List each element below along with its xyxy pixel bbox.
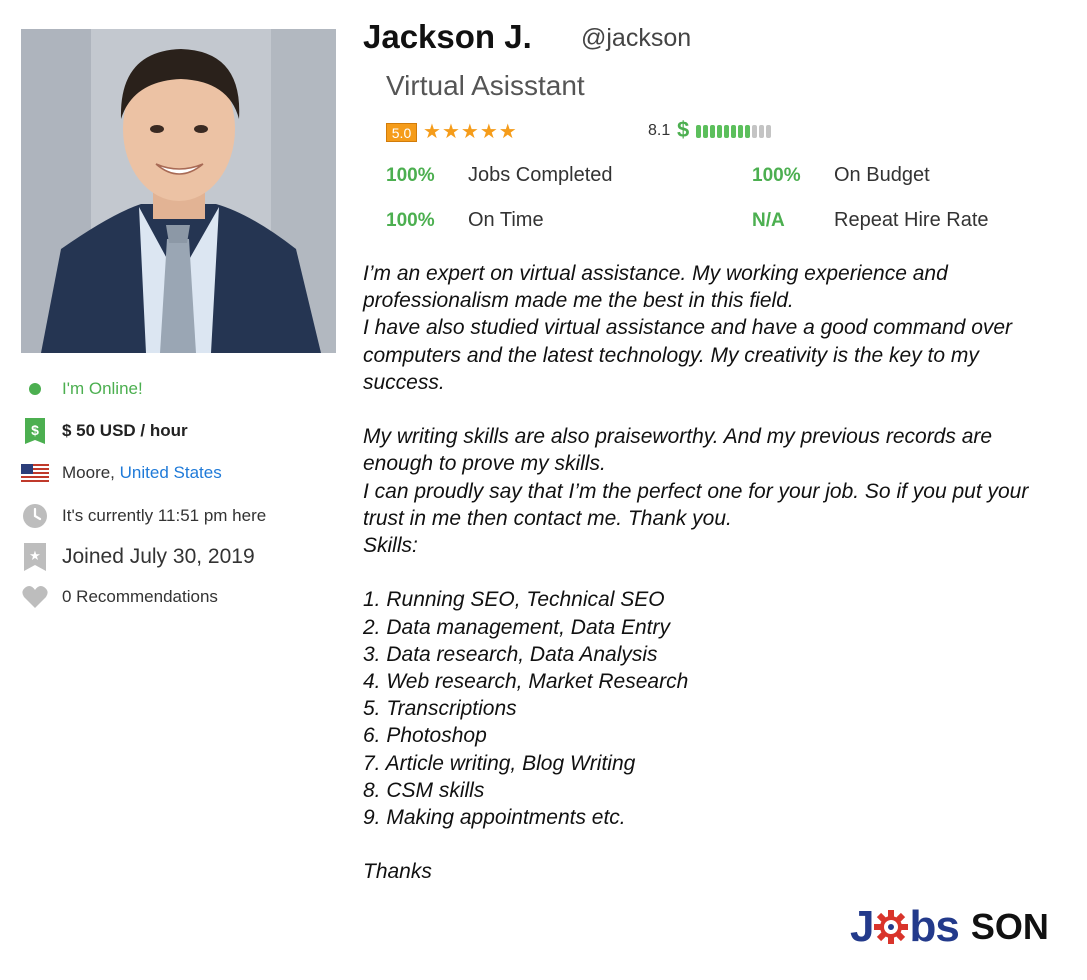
logo-letter-j: J bbox=[850, 902, 874, 951]
recommendations bbox=[20, 584, 218, 610]
score-bar-segment bbox=[703, 125, 708, 138]
online-dot-icon bbox=[20, 376, 50, 402]
profile-handle: @jackson bbox=[581, 24, 692, 52]
joined-date bbox=[20, 544, 255, 570]
jobsson-logo bbox=[850, 902, 1049, 951]
logo-letters-bs: bs bbox=[909, 902, 959, 951]
local-time bbox=[20, 503, 266, 529]
svg-text:★: ★ bbox=[29, 549, 41, 564]
bio-spacer bbox=[363, 559, 1063, 586]
profile-name: Jackson J. bbox=[363, 18, 532, 55]
score-value: 8.1 bbox=[648, 122, 671, 139]
bio-paragraph-2: My writing skills are also praiseworthy. And my previous records are enough to prove my skills. I can proudly say that I’m the perfect one for your job. So if you put your trust in me then contact me. Thank you. Skills: bbox=[363, 425, 1029, 558]
stat-repeat-hire-pct: N/A bbox=[752, 210, 785, 231]
stat-jobs-completed-pct: 100% bbox=[386, 165, 435, 186]
score-bar-segment bbox=[759, 125, 764, 138]
online-status bbox=[20, 376, 143, 402]
stat-on-budget-label: On Budget bbox=[834, 164, 930, 186]
star-icon: ★ bbox=[423, 121, 441, 143]
star-icon: ★ bbox=[441, 121, 460, 143]
earnings-dollar-icon: $ bbox=[677, 117, 690, 142]
logo-son: SON bbox=[970, 906, 1049, 947]
recommendations-text[interactable]: 0 Recommendations bbox=[62, 587, 218, 606]
local-time-text: It's currently 11:51 pm here bbox=[62, 506, 267, 525]
svg-text:$: $ bbox=[31, 422, 39, 438]
star-rating bbox=[423, 119, 518, 145]
stat-repeat-hire-label: Repeat Hire Rate bbox=[834, 209, 989, 231]
stat-jobs-completed-label: Jobs Completed bbox=[468, 164, 613, 186]
bio-paragraph-1: I’m an expert on virtual assistance. My working experience and professionalism made me the best in this field. I have also studied virtual assistance and have a good command over computers and the latest technology. My creativity is the key to my success. bbox=[363, 262, 1013, 394]
country-link[interactable]: United States bbox=[119, 463, 222, 482]
gear-icon bbox=[874, 910, 908, 944]
badge-star-icon bbox=[20, 544, 50, 570]
profile-title: Virtual Asisstant bbox=[386, 70, 585, 101]
score-bar bbox=[696, 125, 773, 138]
score-bar-segment bbox=[738, 125, 743, 138]
score-bar-segment bbox=[731, 125, 736, 138]
dollar-tag-icon bbox=[20, 418, 50, 444]
star-icon: ★ bbox=[498, 121, 517, 143]
hourly-rate bbox=[20, 418, 188, 444]
us-flag-icon bbox=[20, 460, 50, 486]
score-bar-segment bbox=[724, 125, 729, 138]
stat-on-budget-pct: 100% bbox=[752, 165, 801, 186]
heart-icon bbox=[20, 584, 50, 610]
online-text: I'm Online! bbox=[62, 379, 143, 398]
stat-on-time-pct: 100% bbox=[386, 210, 435, 231]
clock-icon bbox=[20, 503, 50, 529]
skills-list: 1. Running SEO, Technical SEO 2. Data management, Data Entry 3. Data research, Data Analysis 4. Web research, Market Research 5. Transcriptions 6. Photoshop 7. Article writing, Blog Writing 8. CSM skills 9. Making appointments etc. bbox=[363, 588, 689, 830]
city-text: Moore, bbox=[62, 463, 120, 482]
star-icon: ★ bbox=[460, 121, 479, 143]
score-bar-segment bbox=[696, 125, 701, 138]
score-bar-segment bbox=[717, 125, 722, 138]
bio-spacer bbox=[363, 831, 1063, 858]
star-icon: ★ bbox=[479, 121, 498, 143]
location bbox=[20, 460, 222, 486]
rate-text: $ 50 USD / hour bbox=[62, 421, 188, 440]
score-bar-segment bbox=[752, 125, 757, 138]
bio-spacer bbox=[363, 396, 1063, 423]
joined-text: Joined July 30, 2019 bbox=[62, 545, 255, 568]
bio-closing: Thanks bbox=[363, 860, 432, 884]
profile-photo bbox=[21, 29, 336, 353]
stat-on-time-label: On Time bbox=[468, 209, 544, 231]
profile-bio bbox=[363, 260, 1063, 886]
rating-badge: 5.0 bbox=[386, 123, 417, 142]
score-bar-segment bbox=[745, 125, 750, 138]
score-bar-segment bbox=[766, 125, 771, 138]
score-bar-segment bbox=[710, 125, 715, 138]
